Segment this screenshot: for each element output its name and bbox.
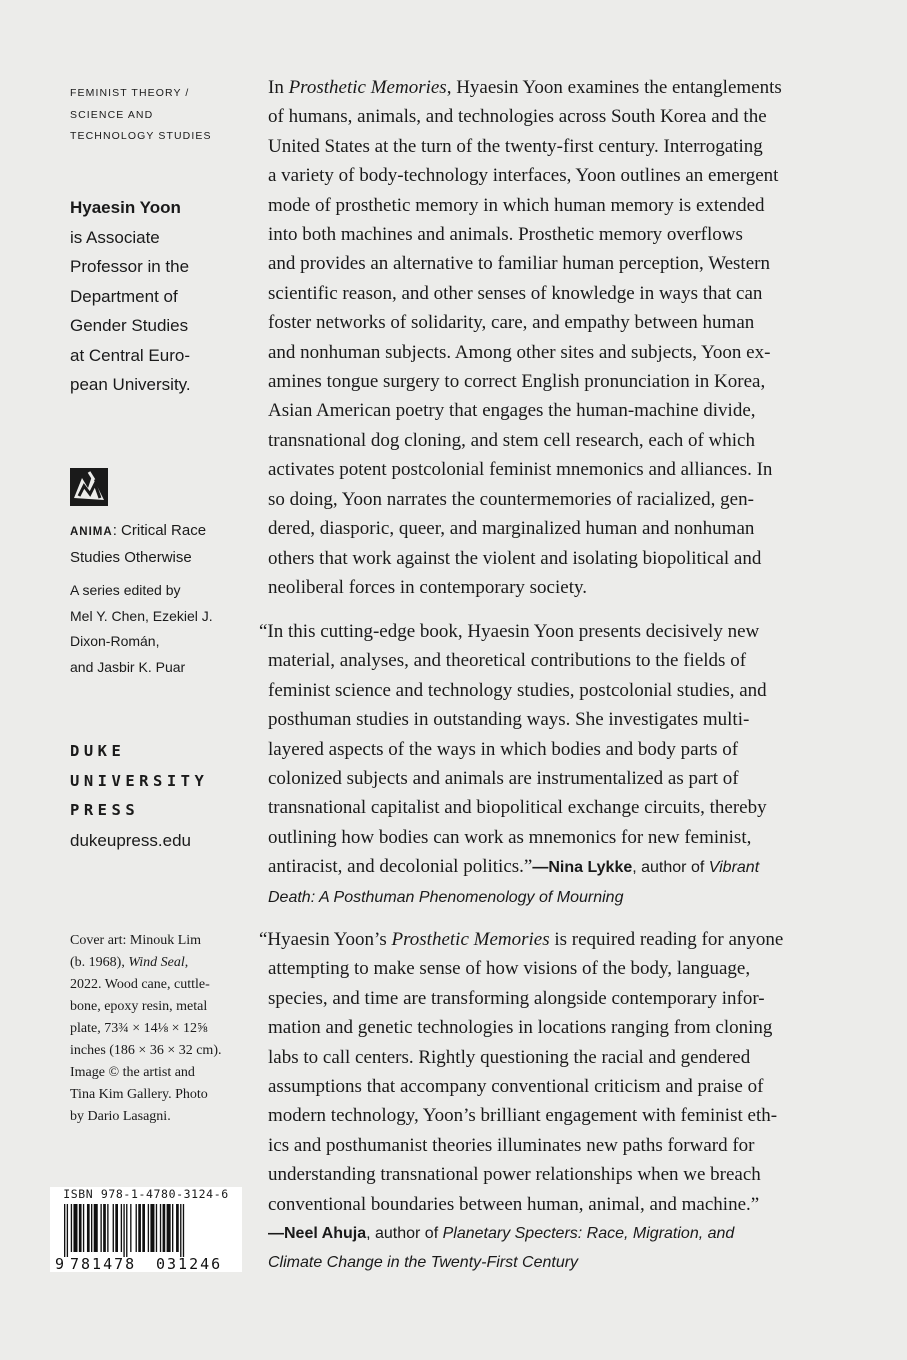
text-line: understanding transnational power relationships when we breach	[268, 1164, 761, 1186]
text-line: neoliberal forces in contemporary society.	[268, 576, 588, 598]
text-line: “In this cutting-edge book, Hyaesin Yoon presents decisively new	[259, 621, 760, 642]
barcode-bar	[160, 1204, 161, 1252]
barcode-bar	[121, 1204, 122, 1252]
text-line: conventional boundaries between human, animal, and machine.”	[268, 1193, 760, 1215]
publisher-line: PRESS	[70, 801, 140, 819]
text-line: of humans, animals, and technologies across South Korea and the	[268, 106, 767, 128]
text-line: transnational capitalist and biopolitical exchange circuits, thereby	[268, 797, 767, 819]
editors-line: A series edited by	[70, 582, 181, 598]
barcode-bar	[87, 1204, 90, 1252]
bio-line: Gender Studies	[70, 316, 189, 335]
barcode-bar	[71, 1204, 72, 1252]
text-line: outlining how bodies can work as mnemonics for new feminist,	[268, 826, 752, 848]
barcode-bar	[83, 1204, 84, 1252]
barcode-bar	[183, 1204, 184, 1257]
text-line: mode of prosthetic memory in which human memory is extended	[268, 194, 765, 216]
barcode-digits-right: 031246	[156, 1255, 223, 1272]
endorsement-lykke	[259, 617, 828, 912]
barcode-bar	[138, 1204, 141, 1252]
credit-text: (b. 1968),	[70, 955, 129, 970]
endorser-credit: , author of	[632, 859, 709, 877]
series-title-rest: : Critical Race	[112, 522, 207, 539]
category-line: FEMINIST THEORY /	[70, 87, 190, 99]
text-line: feminist science and technology studies, postcolonial studies, and	[268, 679, 767, 701]
barcode-bar	[94, 1204, 98, 1252]
bio-line: Department of	[70, 286, 178, 306]
credit-line: plate, 73¾ × 14⅛ × 12⅝	[70, 1021, 208, 1036]
text-line: so doing, Yoon narrates the countermemories of racialized, gen-	[268, 488, 754, 510]
endorser-book: Vibrant	[708, 859, 760, 877]
category-line: TECHNOLOGY STUDIES	[70, 130, 212, 142]
text-line: modern technology, Yoon’s brilliant engagement with feminist eth-	[268, 1105, 778, 1127]
endorsement-ahuja	[259, 925, 828, 1278]
category-label	[70, 83, 240, 148]
barcode-bar	[64, 1204, 65, 1257]
credit-line: by Dario Lasagni.	[70, 1109, 171, 1124]
text-line: foster networks of solidarity, care, and empathy between human	[268, 312, 755, 334]
barcode-bar	[115, 1204, 118, 1252]
endorser-name: —Neel Ahuja	[268, 1225, 367, 1243]
barcode-bar	[100, 1204, 101, 1252]
publisher-url[interactable]: dukeupress.edu	[70, 831, 191, 850]
text-line: layered aspects of the ways in which bodies and body parts of	[268, 738, 739, 760]
barcode-bar	[180, 1204, 181, 1257]
editors-line: and Jasbir K. Puar	[70, 658, 186, 675]
text-line: scientific reason, and other senses of knowledge in ways that can	[268, 282, 763, 304]
book-title: Prosthetic Memories	[391, 929, 550, 950]
credit-text: ,	[184, 955, 189, 970]
desc-text: In	[268, 77, 289, 98]
publisher-line: UNIVERSITY	[70, 771, 209, 790]
endorser-book: Death: A Posthuman Phenomenology of Mourning	[268, 888, 624, 906]
barcode-bar	[167, 1204, 171, 1252]
blurb1-lines	[259, 617, 828, 852]
publisher-name	[70, 737, 250, 826]
editors-line: Mel Y. Chen, Ezekiel J.	[70, 607, 213, 624]
text-line: amines tongue surgery to correct English pronunciation in Korea,	[268, 371, 766, 393]
text-line: a variety of body-technology interfaces, Yoon outlines an emergent	[268, 165, 779, 187]
barcode-graphic	[50, 1187, 242, 1272]
barcode-bar	[150, 1204, 154, 1252]
text-line: into both machines and animals. Prosthetic memory overflows	[268, 224, 743, 246]
barcode-bars	[64, 1204, 184, 1257]
blurb2-lines	[268, 954, 828, 1219]
text-line: dered, diasporic, queer, and marginalized human and nonhuman	[268, 518, 755, 540]
credit-line: Image © the artist and	[70, 1065, 195, 1080]
text-line: and provides an alternative to familiar human perception, Western	[268, 253, 770, 275]
barcode	[50, 1187, 242, 1272]
desc-text: , Hyaesin Yoon examines the entanglements	[446, 77, 782, 98]
blurb-text: antiracist, and decolonial politics.”	[268, 856, 533, 878]
barcode-bar	[79, 1204, 82, 1252]
series-name: ANIMA	[70, 526, 113, 538]
barcode-bar	[163, 1204, 166, 1252]
text-line: species, and time are transforming alongside contemporary infor-	[268, 987, 765, 1009]
bio-line: Professor in the	[70, 257, 190, 276]
desc-lines	[268, 102, 828, 602]
barcode-bar	[172, 1204, 173, 1252]
anima-logo-icon	[70, 468, 108, 506]
barcode-bar	[91, 1204, 92, 1252]
barcode-bar	[148, 1204, 149, 1252]
endorser-book: Planetary Specters: Race, Migration, and	[442, 1225, 735, 1243]
text-line: and nonhuman subjects. Among other sites and subjects, Yoon ex-	[268, 341, 771, 363]
barcode-digits-left: 781478	[70, 1255, 137, 1272]
series-title	[70, 518, 250, 570]
credit-line: Cover art: Minouk Lim	[70, 933, 202, 948]
artwork-title: Wind Seal	[128, 955, 185, 970]
text-line: transnational dog cloning, and stem cell research, each of which	[268, 429, 755, 451]
text-line: assumptions that accompany conventional criticism and praise of	[268, 1076, 764, 1098]
author-name: Hyaesin Yoon	[70, 198, 181, 217]
endorser-name: —Nina Lykke	[532, 859, 633, 877]
barcode-bar	[103, 1204, 106, 1252]
blurb-text: “Hyaesin Yoon’s	[259, 929, 392, 950]
barcode-bar	[136, 1204, 137, 1252]
cover-credit	[70, 930, 242, 1128]
text-line: mation and genetic technologies in locations ranging from cloning	[268, 1017, 773, 1039]
barcode-bar	[67, 1204, 68, 1257]
bio-line: at Central Euro-	[70, 345, 190, 365]
text-line: ics and posthumanist theories illuminates new paths forward for	[268, 1134, 755, 1156]
text-line: colonized subjects and animals are instrumentalized as part of	[268, 768, 739, 790]
barcode-bar	[176, 1204, 179, 1252]
barcode-digit-first: 9	[55, 1255, 65, 1272]
barcode-bar	[73, 1204, 77, 1252]
credit-line: 2022. Wood cane, cuttle-	[70, 977, 210, 992]
credit-line: Tina Kim Gallery. Photo	[70, 1087, 208, 1102]
barcode-bar	[156, 1204, 157, 1252]
text-line: United States at the turn of the twenty-first century. Interrogating	[268, 135, 763, 157]
credit-line: bone, epoxy resin, metal	[70, 999, 208, 1014]
text-line: posthuman studies in outstanding ways. She investigates multi-	[268, 709, 750, 731]
barcode-bar	[107, 1204, 108, 1252]
isbn-number: ISBN 978-1-4780-3124-6	[63, 1187, 229, 1201]
text-line: activates potent postcolonial feminist mnemonics and alliances. In	[268, 459, 773, 481]
text-line: labs to call centers. Rightly questioning the racial and gendered	[268, 1046, 751, 1068]
text-line: others that work against the violent and isolating biopolitical and	[268, 547, 762, 569]
barcode-bar	[130, 1204, 131, 1252]
text-line: Asian American poetry that engages the human-machine divide,	[268, 400, 756, 422]
series-title-line: Studies Otherwise	[70, 549, 192, 566]
author-bio	[70, 193, 250, 400]
book-description	[268, 73, 828, 602]
series-editors	[70, 578, 250, 680]
blurb-text: is required reading for anyone	[549, 929, 784, 950]
bio-line: is Associate	[70, 227, 160, 247]
endorser-book: Climate Change in the Twenty-First Century	[268, 1254, 579, 1272]
category-line: SCIENCE AND	[70, 108, 154, 121]
publisher-line: DUKE	[70, 742, 126, 760]
editors-line: Dixon-Román,	[70, 633, 160, 649]
barcode-bar	[123, 1204, 124, 1257]
credit-line: inches (186 × 36 × 32 cm).	[70, 1043, 222, 1058]
barcode-bar	[142, 1204, 145, 1252]
text-line: attempting to make sense of how visions of the body, language,	[268, 958, 751, 980]
barcode-bar	[113, 1204, 114, 1252]
bio-line: pean University.	[70, 375, 191, 394]
text-line: material, analyses, and theoretical contributions to the fields of	[268, 650, 747, 672]
endorser-credit: , author of	[366, 1225, 443, 1243]
barcode-bar	[126, 1204, 127, 1257]
book-title: Prosthetic Memories	[288, 77, 447, 98]
